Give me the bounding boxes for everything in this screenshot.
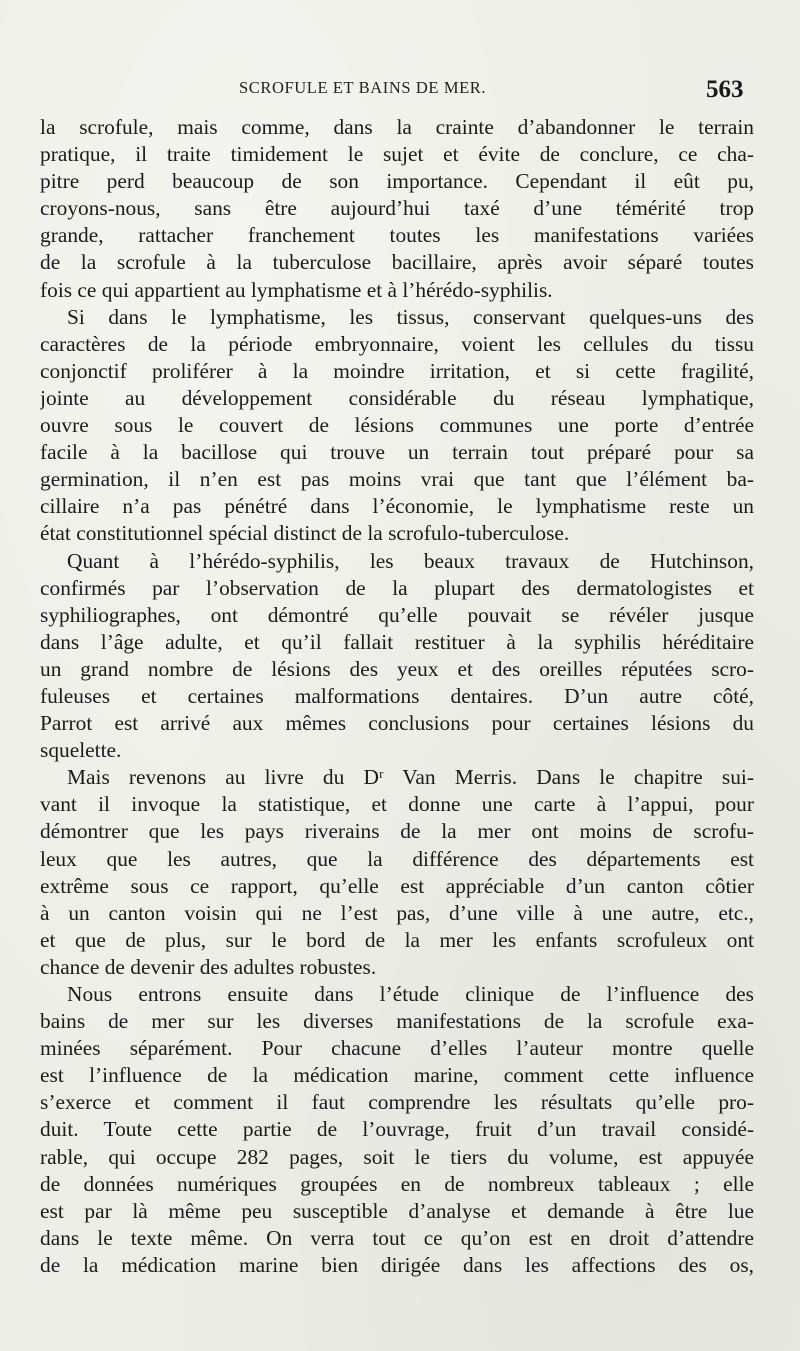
- text-line: fois ce qui appartient au lymphatisme et à l’hérédo-syphilis.: [40, 277, 553, 302]
- text-line: état constitutionnel spécial distinct de la scrofulo-tuberculose.: [40, 521, 570, 546]
- text-line: Si dans le lymphatisme, les tissus, conservant quelques-uns des: [67, 304, 754, 329]
- text-line: jointe au développement considérable du réseau lymphatique,: [40, 385, 754, 410]
- text-line: s’exerce et comment il faut comprendre les résultats qu’elle pro-: [40, 1090, 754, 1115]
- text-line: facile à la bacillose qui trouve un terrain tout préparé pour sa: [40, 440, 754, 465]
- text-line: duit. Toute cette partie de l’ouvrage, fruit d’un travail considé-: [40, 1117, 754, 1142]
- paragraph-5: [40, 981, 754, 1279]
- text-line: germination, il n’en est pas moins vrai que tant que l’élément ba-: [40, 467, 754, 492]
- text-line: syphiliographes, ont démontré qu’elle pouvait se révéler jusque: [40, 602, 754, 627]
- text-line: un grand nombre de lésions des yeux et des oreilles réputées scro-: [40, 656, 754, 681]
- text-line: pratique, il traite timidement le sujet et évite de conclure, ce cha-: [40, 142, 754, 167]
- page-header: [0, 76, 800, 106]
- text-line: est par là même peu susceptible d’analyse et demande à être lue: [40, 1198, 754, 1223]
- paragraph-1: [40, 114, 754, 304]
- text-line: bains de mer sur les diverses manifestations de la scrofule exa-: [40, 1009, 754, 1034]
- body-text: [40, 114, 754, 1279]
- text-line: ouvre sous le couvert de lésions communes une porte d’entrée: [40, 413, 754, 438]
- text-line: dans le texte même. On verra tout ce qu’on est en droit d’attendre: [40, 1225, 754, 1250]
- text-line: est l’influence de la médication marine, comment cette influence: [40, 1063, 754, 1088]
- paragraph-4: [40, 764, 754, 981]
- paragraph-2: [40, 304, 754, 548]
- text-line: leux que les autres, que la différence des départements est: [40, 846, 754, 871]
- text-line: à un canton voisin qui ne l’est pas, d’une ville à une autre, etc.,: [40, 900, 754, 925]
- text-line: squelette.: [40, 738, 122, 763]
- text-line: Mais revenons au livre du Dʳ Van Merris. Dans le chapitre sui-: [67, 765, 754, 790]
- text-line: de données numériques groupées en de nombreux tableaux ; elle: [40, 1171, 754, 1196]
- text-line: de la scrofule à la tuberculose bacillaire, après avoir séparé toutes: [40, 250, 754, 275]
- text-line: grande, rattacher franchement toutes les manifestations variées: [40, 223, 754, 248]
- text-line: Quant à l’hérédo-syphilis, les beaux travaux de Hutchinson,: [67, 548, 754, 573]
- running-head: SCROFULE ET BAINS DE MER.: [239, 78, 487, 97]
- text-line: caractères de la période embryonnaire, voient les cellules du tissu: [40, 331, 754, 356]
- text-line: Parrot est arrivé aux mêmes conclusions pour certaines lésions du: [40, 711, 754, 736]
- paragraph-3: [40, 548, 754, 765]
- text-line: vant il invoque la statistique, et donne une carte à l’appui, pour: [40, 792, 754, 817]
- text-line: chance de devenir des adultes robustes.: [40, 954, 377, 979]
- text-line: cillaire n’a pas pénétré dans l’économie, le lymphatisme reste un: [40, 494, 754, 519]
- text-line: croyons-nous, sans être aujourd’hui taxé d’une témérité trop: [40, 196, 754, 221]
- text-line: de la médication marine bien dirigée dans les affections des os,: [40, 1252, 754, 1277]
- page-number: 563: [706, 76, 744, 103]
- text-line: Nous entrons ensuite dans l’étude clinique de l’influence des: [67, 982, 754, 1006]
- text-line: et que de plus, sur le bord de la mer les enfants scrofuleux ont: [40, 927, 754, 952]
- text-line: extrême sous ce rapport, qu’elle est appréciable d’un canton côtier: [40, 873, 754, 898]
- text-line: rable, qui occupe 282 pages, soit le tiers du volume, est appuyée: [40, 1144, 754, 1169]
- text-line: confirmés par l’observation de la plupart des dermatologistes et: [40, 575, 754, 600]
- text-line: fuleuses et certaines malformations dentaires. D’un autre côté,: [40, 683, 754, 708]
- text-line: conjonctif proliférer à la moindre irritation, et si cette fragilité,: [40, 358, 754, 383]
- text-line: dans l’âge adulte, et qu’il fallait restituer à la syphilis héréditaire: [40, 629, 754, 654]
- text-line: démontrer que les pays riverains de la mer ont moins de scrofu-: [40, 819, 754, 844]
- text-line: minées séparément. Pour chacune d’elles l’auteur montre quelle: [40, 1036, 754, 1061]
- text-line: pitre perd beaucoup de son importance. Cependant il eût pu,: [40, 169, 754, 194]
- text-line: la scrofule, mais comme, dans la crainte d’abandonner le terrain: [40, 115, 754, 139]
